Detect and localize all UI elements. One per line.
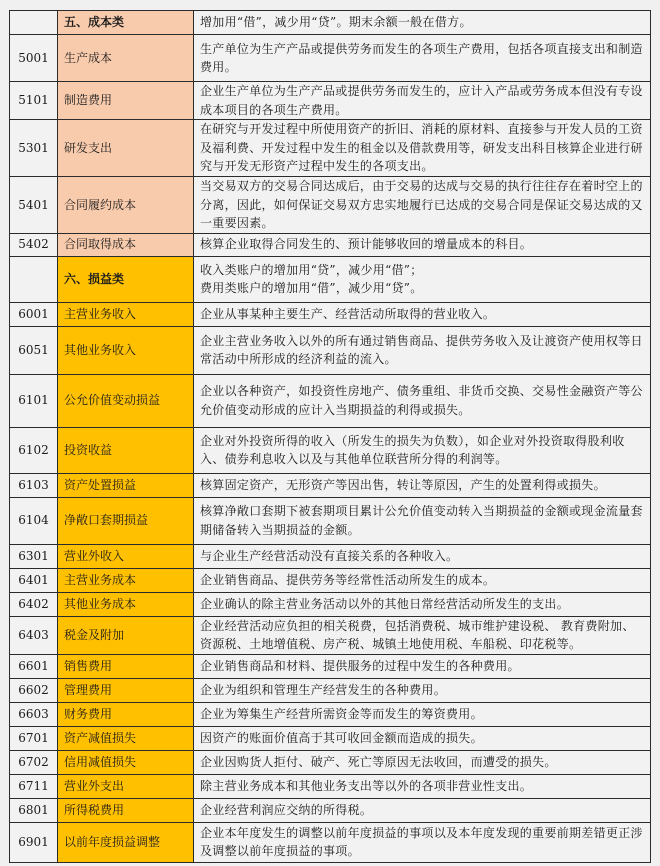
- account-description: 企业本年度发生的调整以前年度损益的事项以及本年度发现的重要前期差错更正涉及调整以前年度损益的事项。: [194, 822, 651, 862]
- account-description: 在研究与开发过程中所使用资产的折旧、消耗的原材料、直接参与开发人员的工资及福利费、开发过程中发生的租金以及借款费用等，研发支出科目核算企业进行研究与开发无形资产过程中发生的各项支出。: [194, 120, 651, 177]
- account-name: 所得税费用: [58, 798, 194, 822]
- account-code: 6402: [10, 592, 58, 616]
- account-name: 资产处置损益: [58, 473, 194, 497]
- account-code: 6103: [10, 473, 58, 497]
- section-code-cell: [10, 11, 58, 35]
- section-title: 六、损益类: [58, 256, 194, 302]
- account-description: 企业销售商品和材料、提供服务的过程中发生的各种费用。: [194, 654, 651, 678]
- account-code: 6901: [10, 822, 58, 862]
- account-code: 6711: [10, 774, 58, 798]
- account-code: 6101: [10, 374, 58, 427]
- account-description: 企业确认的除主营业务活动以外的其他日常经营活动所发生的支出。: [194, 592, 651, 616]
- account-code: 6601: [10, 654, 58, 678]
- account-code: 5001: [10, 35, 58, 82]
- section-title: 五、成本类: [58, 11, 194, 35]
- account-row: [10, 35, 651, 82]
- account-description: 核算固定资产，无形资产等因出售，转让等原因，产生的处置利得或损失。: [194, 473, 651, 497]
- account-code: 6001: [10, 302, 58, 326]
- chart-of-accounts-table: [9, 10, 651, 863]
- account-row: [10, 374, 651, 427]
- account-row: [10, 544, 651, 568]
- account-name: 生产成本: [58, 35, 194, 82]
- account-row: [10, 82, 651, 120]
- account-code: 6602: [10, 678, 58, 702]
- section-rule-line: 增加用“借”，减少用“贷”。期末余额一般在借方。: [200, 15, 472, 30]
- account-row: [10, 798, 651, 822]
- account-row: [10, 233, 651, 256]
- account-row: [10, 177, 651, 234]
- account-description: 企业主营业务收入以外的所有通过销售商品、提供劳务收入及让渡资产使用权等日常活动中所形成的经济利益的流入。: [194, 326, 651, 374]
- account-name: 管理费用: [58, 678, 194, 702]
- account-description: 企业为组织和管理生产经营发生的各种费用。: [194, 678, 651, 702]
- account-code: 6702: [10, 750, 58, 774]
- account-code: 6701: [10, 726, 58, 750]
- account-name: 制造费用: [58, 82, 194, 120]
- account-description: 当交易双方的交易合同达成后，由于交易的达成与交易的执行往往存在着时空上的分离，因此，如何保证交易双方忠实地履行已达成的交易合同是保证交易达成的又一重要因素。: [194, 177, 651, 234]
- section-code-cell: [10, 256, 58, 302]
- account-row: [10, 568, 651, 592]
- account-name: 其他业务收入: [58, 326, 194, 374]
- account-row: [10, 702, 651, 726]
- account-row: [10, 726, 651, 750]
- account-name: 主营业务成本: [58, 568, 194, 592]
- account-name: 税金及附加: [58, 616, 194, 654]
- account-row: [10, 302, 651, 326]
- section-rule-line: 费用类账户的增加用“借”，减少用“贷”。: [200, 281, 423, 295]
- account-code: 6403: [10, 616, 58, 654]
- account-name: 投资收益: [58, 427, 194, 473]
- account-row: [10, 120, 651, 177]
- account-name: 研发支出: [58, 120, 194, 177]
- account-row: [10, 497, 651, 544]
- account-row: [10, 427, 651, 473]
- account-code: 6102: [10, 427, 58, 473]
- account-code: 5402: [10, 233, 58, 256]
- account-name: 销售费用: [58, 654, 194, 678]
- account-code: 6104: [10, 497, 58, 544]
- account-name: 财务费用: [58, 702, 194, 726]
- section-rule-line: 收入类账户的增加用“贷”，减少用“借”；: [200, 262, 423, 277]
- account-description: 企业对外投资所得的收入（所发生的损失为负数），如企业对外投资取得股利收入、债券利息收入以及与其他单位联营所分得的利润等。: [194, 427, 651, 473]
- account-name: 主营业务收入: [58, 302, 194, 326]
- account-description: 企业以各种资产，如投资性房地产、债务重组、非货币交换、交易性金融资产等公允价值变动形成的应计入当期损益的利得或损失。: [194, 374, 651, 427]
- account-code: 6051: [10, 326, 58, 374]
- account-row: [10, 750, 651, 774]
- account-name: 合同履约成本: [58, 177, 194, 234]
- account-row: [10, 616, 651, 654]
- account-row: [10, 326, 651, 374]
- account-description: 企业从事某种主要生产、经营活动所取得的营业收入。: [194, 302, 651, 326]
- account-name: 信用减值损失: [58, 750, 194, 774]
- account-name: 公允价值变动损益: [58, 374, 194, 427]
- account-code: 5301: [10, 120, 58, 177]
- account-description: 因资产的账面价值高于其可收回金额而造成的损失。: [194, 726, 651, 750]
- section-header-row: [10, 11, 651, 35]
- account-row: [10, 654, 651, 678]
- account-description: 企业经营利润应交纳的所得税。: [194, 798, 651, 822]
- account-description: 除主营业务成本和其他业务支出等以外的各项非营业性支出。: [194, 774, 651, 798]
- account-name: 营业外支出: [58, 774, 194, 798]
- account-name: 其他业务成本: [58, 592, 194, 616]
- section-header-row: [10, 256, 651, 302]
- section-rule: [194, 256, 651, 302]
- account-row: [10, 678, 651, 702]
- section-rule: [194, 11, 651, 35]
- account-name: 合同取得成本: [58, 233, 194, 256]
- account-code: 6603: [10, 702, 58, 726]
- account-description: 企业经营活动应负担的相关税费，包括消费税、城市维护建设税、 教育费附加、资源税、土地增值税、房产税、城镇土地使用税、车船税、印花税等。: [194, 616, 651, 654]
- account-description: 企业生产单位为生产产品或提供劳务而发生的，应计入产品或劳务成本但没有专设成本项目的各项生产费用。: [194, 82, 651, 120]
- account-code: 6401: [10, 568, 58, 592]
- account-row: [10, 774, 651, 798]
- account-description: 与企业生产经营活动没有直接关系的各种收入。: [194, 544, 651, 568]
- account-name: 营业外收入: [58, 544, 194, 568]
- account-code: 5401: [10, 177, 58, 234]
- account-code: 6801: [10, 798, 58, 822]
- account-description: 企业销售商品、提供劳务等经常性活动所发生的成本。: [194, 568, 651, 592]
- account-code: 5101: [10, 82, 58, 120]
- account-row: [10, 473, 651, 497]
- account-name: 净敞口套期损益: [58, 497, 194, 544]
- account-description: 企业因购货人拒付、破产、死亡等原因无法收回，而遭受的损失。: [194, 750, 651, 774]
- account-name: 资产减值损失: [58, 726, 194, 750]
- account-row: [10, 822, 651, 862]
- account-row: [10, 592, 651, 616]
- account-description: 企业为筹集生产经营所需资金等而发生的筹资费用。: [194, 702, 651, 726]
- account-description: 核算净敞口套期下被套期项目累计公允价值变动转入当期损益的金额或现金流量套期储备转入当期损益的金额。: [194, 497, 651, 544]
- account-description: 核算企业取得合同发生的、预计能够收回的增量成本的科目。: [194, 233, 651, 256]
- account-name: 以前年度损益调整: [58, 822, 194, 862]
- account-code: 6301: [10, 544, 58, 568]
- account-description: 生产单位为生产产品或提供劳务而发生的各项生产费用，包括各项直接支出和制造费用。: [194, 35, 651, 82]
